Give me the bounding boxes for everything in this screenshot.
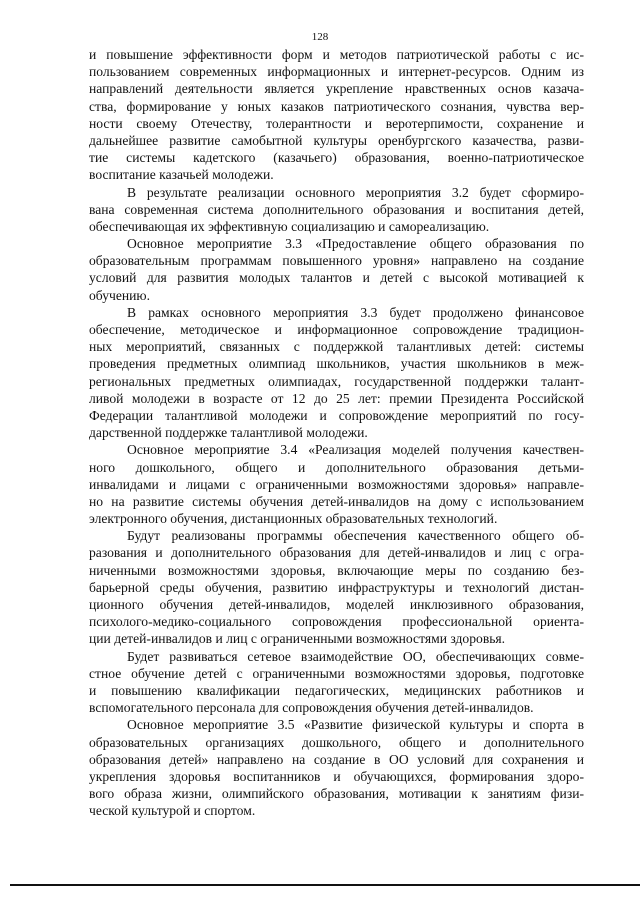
text-line: образовательным программам повышенного уровня» направлено на создание [89,253,584,269]
text-line: Будет развиваться сетевое взаимодействие ОО, обеспечивающих совме- [127,648,584,664]
text-line: обеспечение, методическое и информационное сопровождение традицион- [89,322,584,337]
bottom-rule-divider [10,884,640,886]
text-line: направлений деятельности является укрепление нравственных основ казача- [89,81,584,97]
text-line: инвалидами и лицами с ограниченными возможностями здоровья» направле- [89,476,584,492]
text-line: В результате реализации основного мероприятия 3.2 будет сформиро- [127,184,584,200]
paragraph [89,441,584,527]
text-line: образования детей» направлено на создание в ОО условий для сохранения и [89,751,584,767]
paragraph [89,527,584,647]
body-text [89,46,584,819]
paragraph [89,235,584,304]
text-line: ческой культурой и спортом. [89,803,256,819]
text-line: условий для развития молодых талантов и детей с высокой мотивацией к [89,270,584,286]
text-line: ниченными возможностями здоровья, включающие меры по созданию без- [89,562,584,578]
text-line: вого образа жизни, олимпийского образования, мотивации к занятиям физи- [89,786,584,802]
text-line: ного дошкольного, общего и дополнительного образования детьми- [89,459,584,475]
text-line: барьерной среды обучения, развитию инфраструктуры и технологий дистан- [89,579,584,595]
text-line: и повышению квалификации педагогических, медицинских работников и [89,682,584,698]
paragraph [89,304,584,442]
text-line: ных мероприятий, связанных с поддержкой талантливых детей: системы [89,339,584,355]
text-line: обеспечивающая их эффективную социализацию и самореализацию. [89,218,490,234]
page-number: 128 [311,31,329,43]
text-line: пользованием современных информационных и интернет-ресурсов. Одним из [89,64,584,80]
text-line: тие системы кадетского (казачьего) образования, военно-патриотическое [89,150,584,166]
text-line: Будут реализованы программы обеспечения качественного общего об- [127,528,584,544]
paragraph [89,46,584,184]
paragraph [89,716,584,819]
text-line: воспитание казачьей молодежи. [89,167,274,183]
text-line: Федерации талантливой молодежи и сопровождение мероприятий по госу- [89,407,584,423]
text-line: обучению. [89,287,150,303]
text-line: вспомогательного персонала для сопровождения обучения детей-инвалидов. [89,700,534,716]
text-line: ливой молодежи в возрасте от 12 до 25 лет: премии Президента Российской [89,390,584,406]
text-line: укрепления здоровья воспитанников и обучающихся, формирования здоро- [89,768,584,784]
text-line: ности своему Отечеству, толерантности и веротерпимости, сохранение и [89,115,584,131]
text-line: образовательных организациях дошкольного, общего и дополнительного [89,734,584,750]
text-line: Основное мероприятие 3.3 «Предоставление общего образования по [127,236,584,252]
text-line: региональных предметных олимпиадах, государственной поддержки талант- [89,373,584,389]
text-line: электронного обучения, дистанционных образовательных технологий. [89,511,498,527]
text-line: вана современная система дополнительного образования и воспитания детей, [89,201,584,217]
paragraph [89,184,584,236]
text-line: стное обучение детей с ограниченными возможностями здоровья, подготовке [89,665,584,681]
text-line: ции детей-инвалидов и лиц с ограниченными возможностями здоровья. [89,631,506,647]
text-line: Основное мероприятие 3.5 «Развитие физической культуры и спорта в [127,717,584,733]
paragraph [89,648,584,717]
text-line: разования и дополнительного образования для детей-инвалидов и лиц с огра- [89,545,584,561]
text-line: психолого-медико-социального сопровождения профессиональной ориента- [89,614,584,630]
text-line: дарственной поддержке талантливой молодежи. [89,425,368,441]
text-line: ства, формирование у юных казаков патриотического сознания, чувства вер- [89,98,584,114]
text-line: ционного обучения детей-инвалидов, моделей инклюзивного образования, [89,597,584,612]
text-line: В рамках основного мероприятия 3.3 будет продолжено финансовое [127,304,584,320]
text-line: и повышение эффективности форм и методов патриотической работы с ис- [89,47,584,62]
text-line: но на развитие системы обучения детей-инвалидов на дому с использованием [89,493,584,509]
text-line: проведения предметных олимпиад школьников, участия школьников в меж- [89,356,584,372]
text-line: дальнейшее развитие самобытной культуры оренбургского казачества, разви- [89,132,584,148]
text-line: Основное мероприятие 3.4 «Реализация моделей получения качествен- [127,442,584,458]
